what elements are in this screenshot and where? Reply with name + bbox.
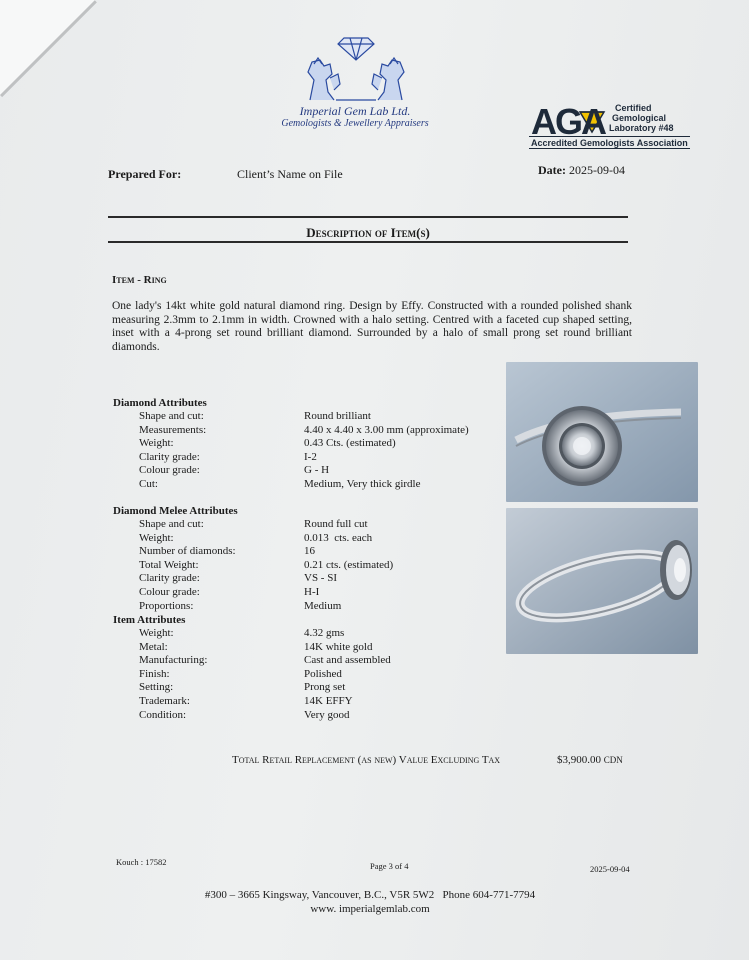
attr-row [139,464,499,478]
attr-row [139,518,499,532]
attr-label: Colour grade: [139,464,200,476]
attr-label: Weight: [139,531,174,544]
attr-value: 4.40 x 4.40 x 3.00 mm (approximate) [304,423,469,436]
attr-label: Finish: [139,667,170,680]
attr-value: H-I [304,585,320,598]
attr-value: Round brilliant [304,410,371,422]
attr-label: Metal: [139,640,168,653]
prepared-for-value: Client’s Name on File [237,167,343,181]
divider-bottom [108,241,628,243]
attr-row [139,668,499,682]
attr-label: Number of diamonds: [139,545,236,558]
attr-row [139,437,499,451]
ring-photo-top [506,362,698,502]
aga-cert-line: Laboratory #48 [609,123,674,133]
attr-label: Clarity grade: [139,450,200,463]
attr-value: Polished [304,667,342,680]
attr-row [139,545,499,559]
attr-value: 16 [304,545,315,558]
divider-top [108,216,628,218]
ring-side-image [506,508,698,654]
footer-page: Page 3 of 4 [370,861,409,871]
attr-value: 14K EFFY [304,694,353,707]
lab-subtitle: Gemologists & Jewellery Appraisers [281,118,429,129]
attr-value: Medium [304,599,342,612]
aga-cert-line: Certified [615,103,652,113]
prepared-for-label: Prepared For: [108,167,182,181]
attr-value: 0.43 Cts. (estimated) [304,437,396,449]
ring-photo-side [506,508,698,654]
aga-association: Accredited Gemologists Association [531,138,688,148]
attr-label: Colour grade: [139,585,200,598]
footer-date: 2025-09-04 [590,864,630,874]
attr-label: Proportions: [139,599,194,612]
attr-label: Condition: [139,708,187,721]
attr-value: 0.013 cts. each [304,531,373,544]
attr-label: Measurements: [139,423,207,436]
total-value-label: Total Retail Replacement (as new) Value Excluding Tax [232,754,501,766]
attr-row [139,532,499,546]
attr-value: I-2 [304,450,317,463]
attr-row [139,478,499,492]
attr-label: Total Weight: [139,558,199,571]
aga-certification [609,103,674,133]
attr-label: Setting: [139,681,174,694]
attr-value: Round full cut [304,518,368,530]
attr-value: Prong set [304,681,346,694]
footer-website: www. imperialgemlab.com [310,903,430,915]
total-amount: $3,900.00 [557,754,601,766]
attr-label: Shape and cut: [139,518,204,530]
attr-label: Manufacturing: [139,654,208,667]
attr-label: Cut: [139,477,158,490]
attr-row [139,559,499,573]
melee-attributes-list [139,518,499,613]
attr-row [139,600,499,614]
melee-attributes-title: Diamond Melee Attributes [113,505,238,517]
section-heading: Description of Item(s) [306,225,430,240]
attr-label: Shape and cut: [139,410,204,422]
attr-row [139,627,499,641]
footer-address: #300 – 3665 Kingsway, Vancouver, B.C., V5R 5W2 Phone 604-771-7794 [204,889,536,901]
lab-logo-icon [296,34,416,104]
total-value [557,754,623,766]
diamond-attributes-title: Diamond Attributes [113,397,207,409]
aga-logo-text: AGA [531,101,605,142]
attr-value: VS - SI [304,572,338,585]
attr-row [139,695,499,709]
attr-value: 0.21 cts. (estimated) [304,558,394,571]
attr-label: Weight: [139,437,174,449]
lab-name: Imperial Gem Lab Ltd. [299,104,411,118]
attr-row [139,641,499,655]
attr-value: 4.32 gms [304,627,345,639]
attr-row [139,681,499,695]
attr-row [139,451,499,465]
date-label: Date: [538,163,566,177]
aga-cert-line: Gemological [612,113,667,123]
attr-row [139,586,499,600]
attr-label: Clarity grade: [139,572,200,585]
diamond-attributes-list [139,410,499,491]
footer-address-block [190,888,550,916]
attr-value: 14K white gold [304,640,373,653]
attr-value: Very good [304,708,350,721]
total-currency: CDN [603,755,623,765]
attr-row [139,709,499,723]
attr-value: Medium, Very thick girdle [304,477,421,490]
attr-row [139,572,499,586]
item-label: Item - Ring [112,274,167,286]
footer-reference: Kouch : 17582 [116,857,167,867]
attr-row [139,410,499,424]
attr-value: G - H [304,464,330,476]
item-attributes-list [139,627,499,722]
date-value: 2025-09-04 [569,163,625,177]
ring-top-image [506,362,698,502]
attr-row [139,654,499,668]
attr-value: Cast and assembled [304,654,391,667]
item-attributes-title: Item Attributes [113,614,186,626]
item-description: One lady's 14kt white gold natural diamond ring. Design by Effy. Constructed with a rounded polished shank measuring 2.3mm to 2.1mm in width. Crowned with a halo setting. Centred with a faceted cup shaped setting, inset with a 4-prong set round brilliant diamond. Surrounded by a halo of small prong set round brilliant diamonds. [112,300,632,353]
attr-label: Trademark: [139,694,190,707]
attr-row [139,424,499,438]
attr-label: Weight: [139,627,174,639]
